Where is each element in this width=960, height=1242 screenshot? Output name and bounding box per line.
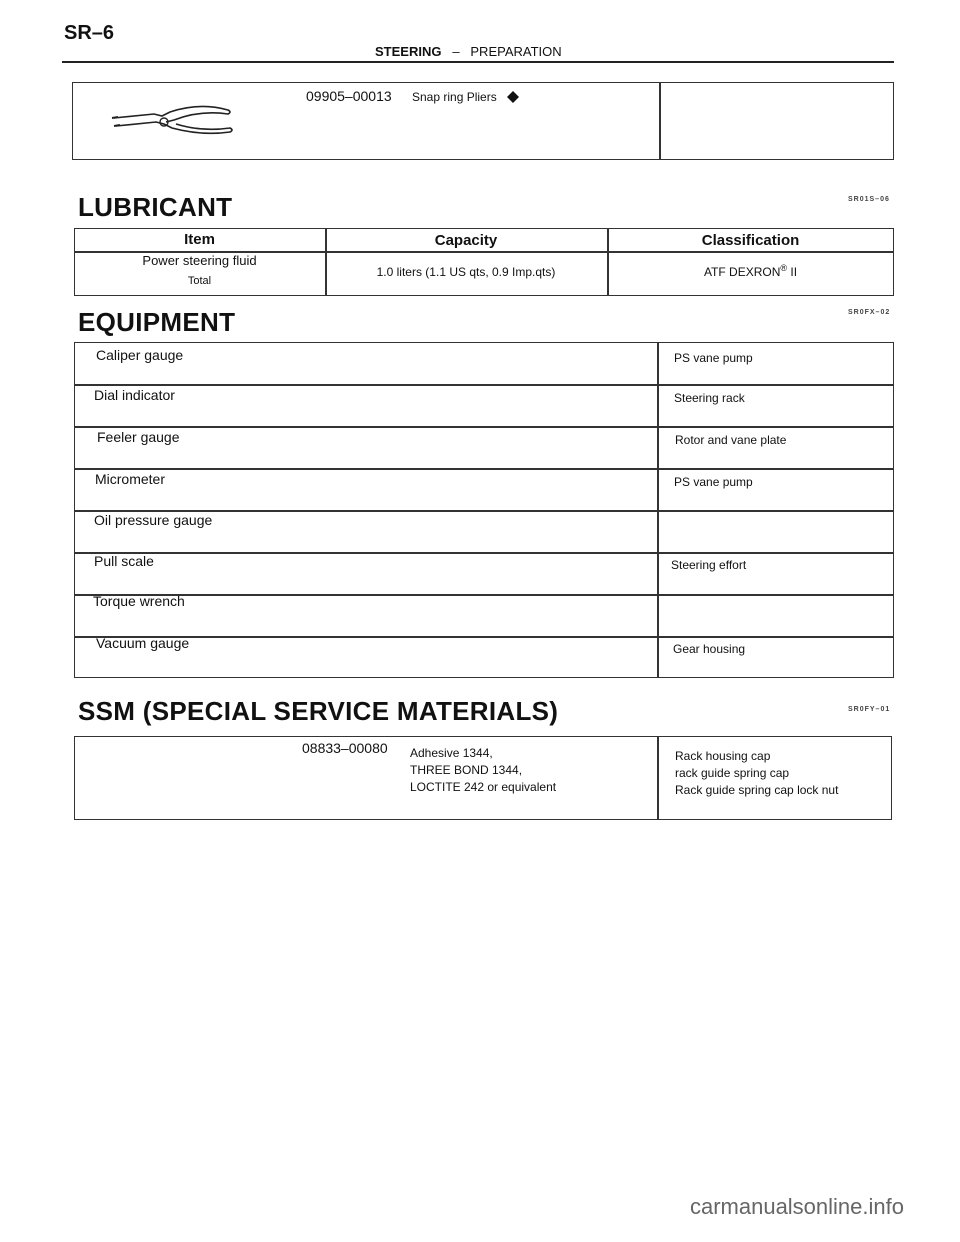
ssm-material xyxy=(410,745,556,796)
running-header xyxy=(375,44,562,59)
lubricant-capacity: 1.0 liters (1.1 US qts, 0.9 Imp.qts) xyxy=(376,265,556,279)
page-number: SR–6 xyxy=(64,22,115,44)
ssm-ref: SR0FY–01 xyxy=(848,706,891,713)
lubricant-title: LUBRICANT xyxy=(78,192,233,222)
ssm-title: SSM (SPECIAL SERVICE MATERIALS) xyxy=(78,696,559,726)
lubricant-classification xyxy=(607,263,894,279)
equipment-row-rule xyxy=(74,384,894,386)
ssm-use-line: Rack housing cap xyxy=(675,749,771,763)
lubricant-ref: SR01S–06 xyxy=(848,196,890,203)
classification-suffix: II xyxy=(787,265,798,279)
equipment-use: Rotor and vane plate xyxy=(675,433,787,447)
sst-tool-name: Snap ring Pliers xyxy=(412,90,497,104)
ssm-use-line: rack guide spring cap xyxy=(675,766,790,780)
classification-name: ATF DEXRON xyxy=(703,265,781,279)
equipment-rows xyxy=(74,342,894,678)
equipment-row-rule xyxy=(74,468,894,470)
equipment-use: Steering rack xyxy=(674,391,745,405)
ssm-material-line: THREE BOND 1344, xyxy=(410,763,523,777)
equipment-use: Steering effort xyxy=(671,558,747,572)
ssm-material-line: LOCTITE 242 or equivalent xyxy=(410,780,557,794)
diamond-icon xyxy=(507,90,519,108)
ssm-divider xyxy=(657,736,659,820)
equipment-use: Gear housing xyxy=(673,642,746,656)
equipment-name: Vacuum gauge xyxy=(96,635,190,651)
ssm-uses xyxy=(675,748,838,799)
equipment-row-rule xyxy=(74,636,894,638)
lubricant-header-item: Item xyxy=(184,231,215,248)
watermark: carmanualsonline.info xyxy=(689,1194,904,1219)
ssm-part-number: 08833–00080 xyxy=(302,740,388,756)
ssm-material-line: Adhesive 1344, xyxy=(410,746,493,760)
sst-divider xyxy=(659,82,661,160)
equipment-name: Micrometer xyxy=(95,471,166,487)
sst-part-number: 09905–00013 xyxy=(306,88,392,104)
header-subsection: PREPARATION xyxy=(470,44,562,59)
equipment-row-rule xyxy=(74,594,894,596)
equipment-row-rule xyxy=(74,426,894,428)
lubricant-header-classification: Classification xyxy=(701,232,800,249)
equipment-name: Feeler gauge xyxy=(97,429,180,445)
equipment-name: Dial indicator xyxy=(94,387,175,403)
snap-ring-pliers-drawing xyxy=(110,100,240,142)
registered-mark: ® xyxy=(780,263,788,273)
equipment-name: Pull scale xyxy=(94,553,154,569)
equipment-name: Oil pressure gauge xyxy=(94,512,213,528)
header-separator: – xyxy=(452,44,460,59)
equipment-row-rule xyxy=(74,552,894,554)
header-rule xyxy=(62,61,894,63)
equipment-title: EQUIPMENT xyxy=(78,307,236,337)
lubricant-item: Power steering fluid xyxy=(142,253,257,268)
equipment-name: Caliper gauge xyxy=(96,347,184,363)
equipment-use: PS vane pump xyxy=(674,351,753,365)
equipment-use: PS vane pump xyxy=(674,475,753,489)
equipment-ref: SR0FX–02 xyxy=(848,309,891,316)
lubricant-item-sub: Total xyxy=(187,275,212,287)
ssm-use-line: Rack guide spring cap lock nut xyxy=(675,783,839,797)
equipment-name: Torque wrench xyxy=(93,593,185,609)
lubricant-header-capacity: Capacity xyxy=(434,232,498,249)
header-section: STEERING xyxy=(375,44,442,59)
